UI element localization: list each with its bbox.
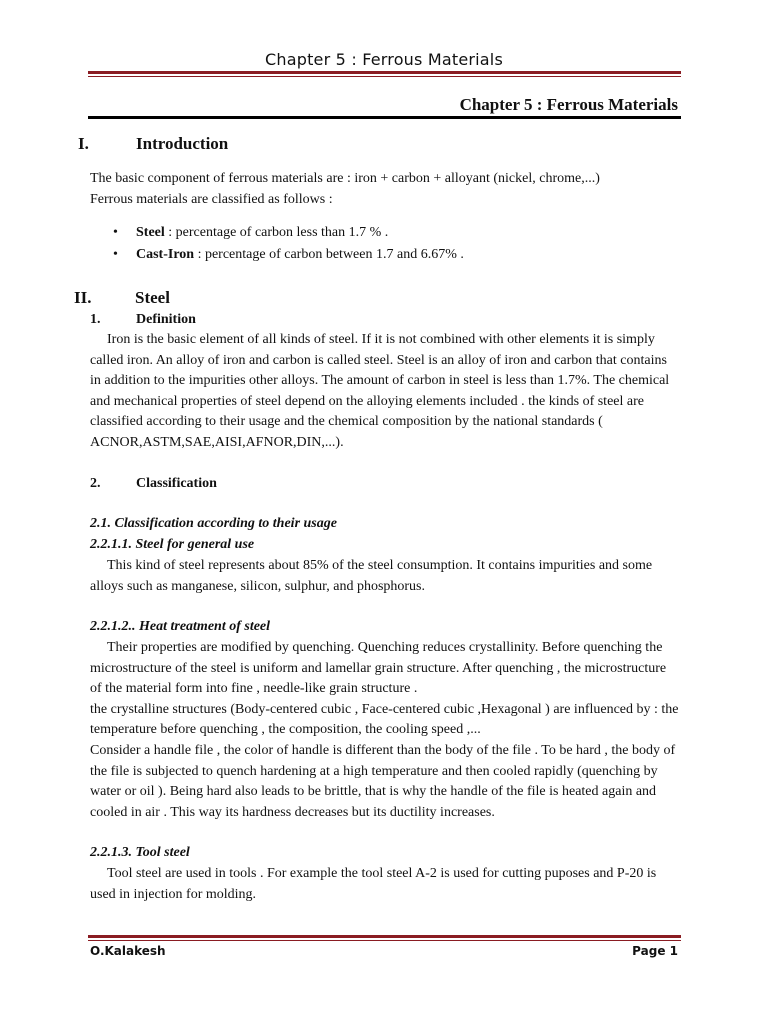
section-title: Introduction — [136, 134, 229, 153]
page-footer — [90, 944, 680, 958]
definition-paragraph: Iron is the basic element of all kinds of steel. If it is not combined with other elements it is simply called iron. An alloy of iron and carbon is called steel. Steel is an alloy of iron and carbon that contains in addition to the impurities other alloys. The amount of carbon in steel is less than 1.7%. The chemical and mechanical properties of steel depend on the alloying elements included . the kinds of steel are classified according to their usage and the chemical composition by the national standards ( ACNOR,ASTM,SAE,AISI,AFNOR,DIN,...). — [90, 332, 670, 450]
heat-treatment-paragraph — [90, 638, 680, 823]
heat-treatment-text-2: the crystalline structures (Body-centered cubic , Face-centered cubic ,Hexagonal ) are influenced by : the temperature before quenching , the composition, the cooling speed ,... — [90, 701, 679, 738]
subsection-number: 2. — [90, 476, 101, 491]
chapter-title: Chapter 5 : Ferrous Materials — [459, 95, 678, 114]
list-item-term: Cast-Iron — [136, 247, 195, 262]
intro-paragraph — [90, 169, 680, 210]
list-item-term: Steel — [136, 225, 165, 240]
heading-tool-steel: 2.2.1.3. Tool steel — [90, 845, 190, 860]
section-number: I. — [78, 134, 89, 153]
running-header: Chapter 5 : Ferrous Materials — [265, 50, 503, 69]
section-heading-steel — [74, 288, 374, 310]
section-number: II. — [74, 288, 92, 307]
section-heading-introduction — [78, 134, 378, 156]
list-item — [110, 222, 680, 244]
footer-rule — [88, 935, 681, 938]
heat-treatment-text-3: Consider a handle file , the color of handle is different than the body of the file . To be hard , the body of the file is subjected to quench hardening at a high temperature and then cooled rapidly (quenching by water or oil ). Being hard also leads to be brittle, that is why the handle of the file is heated again and cooled in air . This way its hardness decreases but its ductility increases. — [90, 742, 676, 820]
header-rule — [88, 71, 681, 74]
list-item-text: : percentage of carbon between 1.7 and 6.67% . — [194, 247, 464, 262]
heading-usage-classification: 2.1. Classification according to their usage — [90, 516, 337, 531]
subsection-heading-classification — [90, 476, 217, 492]
classification-list — [110, 222, 680, 266]
section-title: Steel — [135, 288, 170, 307]
heat-treatment-text-1: Their properties are modified by quenching. Quenching reduces crystallinity. Before quenching the microstructure of the steel is uniform and lamellar grain structure. After quenching , the microstructure of the material form into fine , needle-like grain structure . — [90, 640, 667, 697]
chapter-title-rule — [88, 116, 681, 119]
header-rule-thin — [88, 76, 681, 77]
general-use-paragraph: This kind of steel represents about 85% of the steel consumption. It contains impurities and some alloys such as manganese, silicon, sulphur, and phosphorus. — [90, 558, 653, 594]
page-number: Page 1 — [632, 944, 678, 958]
subsection-title: Definition — [136, 312, 196, 327]
subsection-number: 1. — [90, 312, 101, 327]
footer-author: O.Kalakesh — [90, 944, 166, 958]
footer-rule-thin — [88, 940, 681, 941]
list-item-text: : percentage of carbon less than 1.7 % . — [164, 225, 389, 240]
intro-line-2: Ferrous materials are classified as follows : — [90, 191, 333, 207]
subsection-heading-definition — [90, 312, 196, 328]
heading-heat-treatment: 2.2.1.2.. Heat treatment of steel — [90, 619, 271, 634]
heading-general-use: 2.2.1.1. Steel for general use — [90, 537, 255, 552]
subsection-title: Classification — [136, 476, 217, 491]
intro-line-1: The basic component of ferrous materials are : iron + carbon + alloyant (nickel, chrome,...) — [90, 171, 600, 186]
tool-steel-paragraph: Tool steel are used in tools . For example the tool steel A-2 is used for cutting puposes and P-20 is used in injection for molding. — [90, 866, 657, 902]
list-item — [110, 244, 680, 266]
